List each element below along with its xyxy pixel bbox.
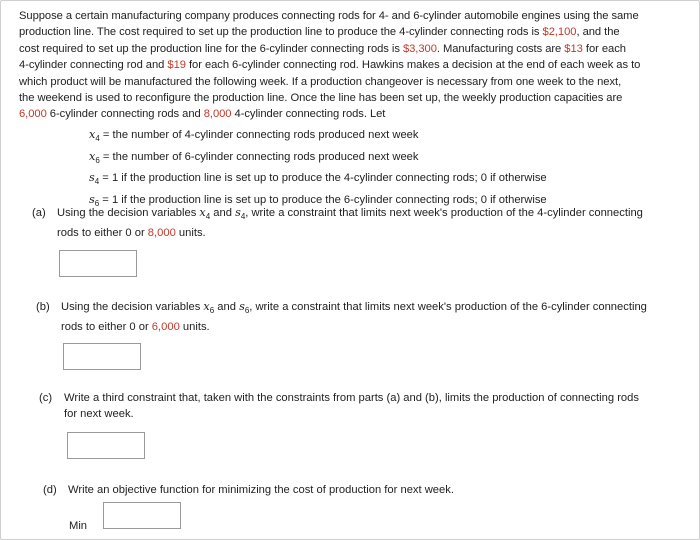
part-b-text [61,299,647,336]
intro-text: . Manufacturing costs are [436,42,565,55]
part-text: and [214,301,240,313]
intro-line [19,106,687,122]
definition-text: = 1 if the production line is set up to produce the 4-cylinder connecting rods; 0 if otherwise [99,172,547,184]
intro-text: for each [582,42,626,55]
part-d [43,482,683,500]
part-text: rods to either 0 or [57,227,148,240]
definition-x6 [89,148,547,170]
definition-text: = 1 if the production line is set up to produce the 6-cylinder connecting rods; 0 if otherwise [99,193,547,206]
intro-line [19,74,687,90]
setup-cost-4cyl: $2,100 [542,26,577,39]
definition-text: = the number of 6-cylinder connecting rods produced next week [99,150,419,163]
answer-box-b[interactable] [63,343,141,370]
part-text: Using the decision variables [61,301,204,313]
intro-text: cost required to set up the production line for the 6-cylinder connecting rods is [19,42,403,55]
answer-box-c[interactable] [67,432,145,459]
variable-subscript: 6 [95,155,100,165]
mfg-cost-4cyl: $13 [564,42,583,55]
part-label: (c) [39,392,53,404]
variable-subscript: 4 [95,134,100,143]
answer-box-a[interactable] [59,250,137,277]
intro-line [19,90,687,106]
variable-symbol: x [89,149,96,163]
part-text: for next week. [64,408,134,421]
variable-symbol: x [199,206,206,219]
definition-x4 [89,126,547,148]
part-a [32,205,682,239]
variable-definitions [89,126,547,212]
variable-symbol: x [89,128,96,141]
variable-subscript: 6 [244,306,250,315]
problem-statement [19,8,687,123]
intro-text: , and the [576,26,620,39]
part-label: (a) [32,207,46,219]
definition-text: = the number of 4-cylinder connecting rods produced next week [99,129,419,141]
setup-cost-6cyl: $3,300 [402,42,437,55]
part-b [36,299,682,333]
part-text: and [210,207,236,219]
mfg-cost-6cyl: $19 [167,59,186,72]
intro-line [19,8,687,24]
part-d-text [68,482,454,498]
variable-subscript: 6 [94,198,100,208]
variable-symbol: s [89,171,95,184]
intro-line [19,24,687,40]
intro-text: 4-cylinder connecting rods. Let [231,108,386,121]
variable-symbol: s [235,206,241,219]
definition-s4 [89,169,547,191]
capacity-6cyl: 6,000 [19,108,47,121]
part-label: (b) [36,301,50,313]
variable-symbol: x [203,300,210,313]
intro-text: which product will be manufactured the following week. If a production changeover is necessary from one week to the next, [19,75,622,88]
intro-text: 4-cylinder connecting rod and [19,59,168,72]
part-text: Write a third constraint that, taken with the constraints from parts (a) and (b), limits the production of connecting rods [64,392,639,404]
intro-text: production line. The cost required to set up the production line to produce the 4-cylinder connecting rods is [19,26,543,39]
capacity-6cyl: 6,000 [151,321,180,334]
part-c-text [64,390,639,423]
part-text: , write a constraint that limits next week's production of the 4-cylinder connecting [245,207,643,219]
capacity-4cyl: 8,000 [203,108,232,121]
part-label: (d) [43,484,57,496]
variable-subscript: 6 [209,306,215,315]
part-c [39,390,684,424]
part-text: units. [179,321,210,334]
variable-subscript: 4 [94,177,100,186]
variable-subscript: 4 [240,212,246,221]
intro-line [19,41,687,57]
answer-box-d[interactable] [103,502,181,529]
capacity-4cyl: 8,000 [147,227,176,240]
variable-subscript: 4 [205,212,211,221]
intro-text: 6-cylinder connecting rods and [46,108,204,121]
variable-symbol: s [239,300,245,313]
min-label: Min [69,520,88,532]
part-text: Using the decision variables [57,207,200,219]
intro-line [19,57,687,73]
intro-text: Suppose a certain manufacturing company produces connecting rods for 4- and 6-cylinder automobile engines using the same [19,10,639,22]
intro-text: for each 6-cylinder connecting rod. Hawkins makes a decision at the end of each week as to [185,59,641,72]
intro-text: the weekend is used to reconfigure the production line. Once the line has been set up, the weekly production capacities are [19,92,623,105]
part-a-text [57,205,643,242]
part-text: , write a constraint that limits next week's production of the 6-cylinder connecting [249,301,647,313]
part-text: rods to either 0 or [61,321,152,334]
part-text: units. [175,227,206,240]
part-text: Write an objective function for minimizing the cost of production for next week. [68,484,454,496]
variable-symbol: s [89,192,95,206]
